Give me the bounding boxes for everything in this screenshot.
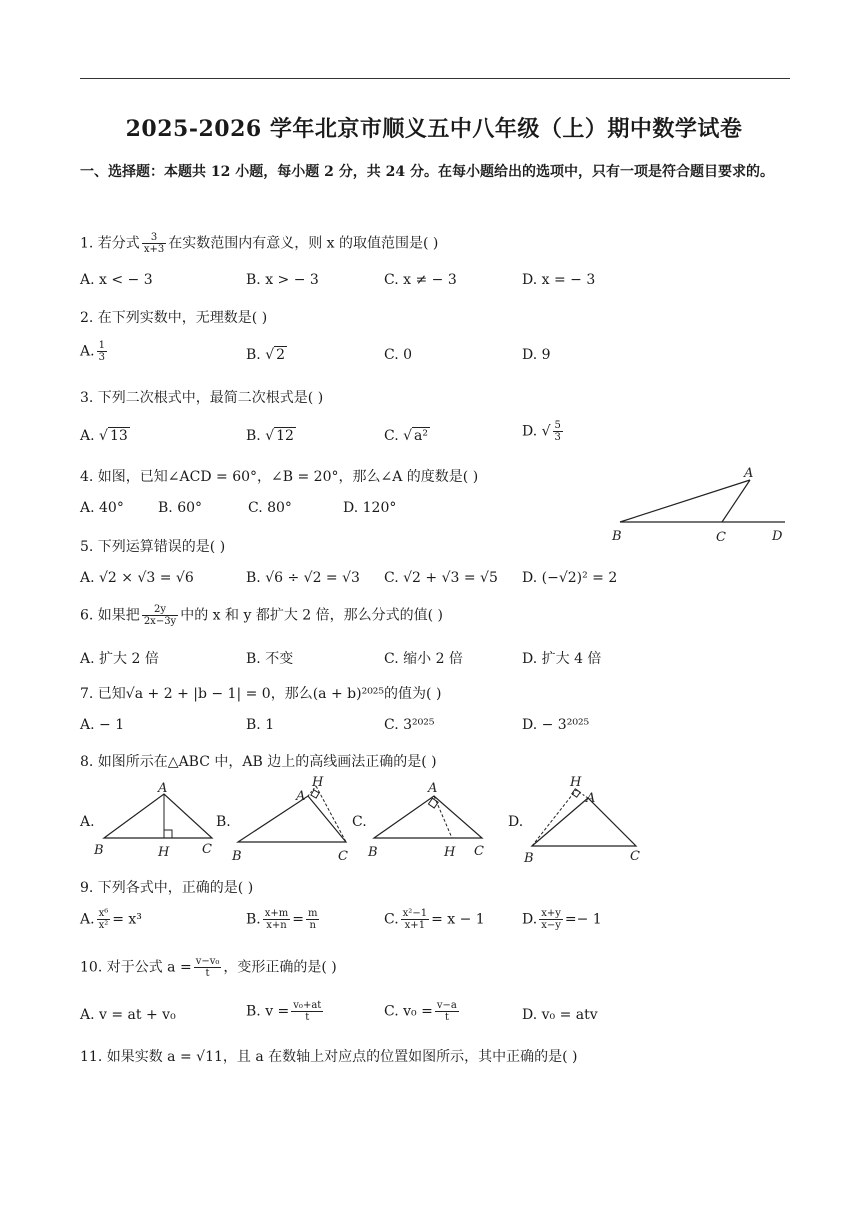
label-c: C — [202, 842, 212, 857]
q9-option-d[interactable] — [522, 908, 602, 931]
q10-option-b[interactable] — [246, 1000, 325, 1023]
q5-option-a[interactable]: A. √2 × √3 = √6 — [80, 570, 194, 586]
option-letter: B. — [246, 911, 261, 928]
fraction-numerator: v−v₀ — [195, 956, 220, 967]
q8-option-c[interactable]: C. — [352, 814, 367, 830]
label-a: A — [158, 781, 168, 796]
label-c: C — [716, 530, 726, 545]
label-b: B — [524, 851, 534, 866]
triangle-abc — [374, 796, 482, 838]
q8-figure-d — [520, 770, 650, 866]
fraction — [263, 908, 291, 931]
label-a: A — [586, 791, 596, 806]
fraction-denominator: t — [444, 1012, 449, 1023]
fraction-numerator: 3 — [142, 232, 166, 244]
q8-option-d[interactable]: D. — [508, 814, 524, 830]
label-h: H — [444, 845, 456, 860]
option-prefix: B. v = — [246, 1003, 290, 1020]
fraction-numerator: v−a — [436, 1000, 457, 1011]
q1-option-c[interactable]: C. x ≠ − 3 — [384, 272, 457, 288]
question-1-stem-end: 在实数范围内有意义，则 x 的取值范围是( ) — [168, 235, 439, 252]
q8-figure-c — [364, 778, 494, 864]
q9-option-b[interactable] — [246, 908, 321, 931]
q4-option-b[interactable]: B. 60° — [158, 500, 203, 516]
fraction-numerator: x+m — [264, 908, 289, 919]
q3-option-b[interactable] — [246, 428, 296, 444]
label-h: H — [570, 775, 582, 790]
fraction — [306, 908, 319, 931]
label-b: B — [94, 843, 104, 858]
line-ba — [620, 480, 750, 522]
label-b: B — [368, 845, 378, 860]
fraction-denominator: x−y — [541, 920, 561, 931]
fraction-denominator: 3 — [98, 352, 105, 363]
fraction-denominator: x+3 — [143, 244, 165, 255]
fraction — [194, 956, 222, 979]
question-10-stem-end: ，变形正确的是( ) — [223, 959, 337, 976]
q4-option-d[interactable]: D. 120° — [343, 500, 397, 516]
fraction — [401, 908, 429, 931]
q6-option-d[interactable]: D. 扩大 4 倍 — [522, 651, 602, 667]
fraction-denominator: x+1 — [404, 920, 426, 931]
label-a: A — [744, 466, 754, 481]
question-6-stem-end: 中的 x 和 y 都扩大 2 倍，那么分式的值( ) — [180, 607, 444, 624]
header-rule — [80, 78, 790, 79]
q2-option-b[interactable] — [246, 347, 287, 363]
q1-option-a[interactable]: A. x < − 3 — [80, 272, 153, 288]
q3-option-a[interactable] — [80, 428, 130, 444]
option-letter: C. — [384, 911, 399, 928]
fraction-numerator: 1 — [98, 340, 105, 351]
option-letter: A. — [80, 343, 95, 360]
option-prefix: D. √ — [522, 423, 551, 440]
fraction — [553, 420, 563, 443]
option-rest: = x³ — [112, 911, 142, 928]
q7-option-a[interactable]: A. − 1 — [80, 717, 125, 733]
question-2: 2. 在下列实数中，无理数是( ) — [80, 310, 268, 326]
radicand: a² — [414, 428, 429, 444]
right-angle-mark — [311, 790, 319, 798]
fraction-numerator: 2y — [142, 604, 178, 616]
q5-option-d[interactable]: D. (−√2)² = 2 — [522, 570, 618, 586]
fraction — [142, 232, 166, 255]
q10-option-a[interactable]: A. v = at + v₀ — [80, 1007, 176, 1023]
section-heading: 一、选择题：本题共 12 小题，每小题 2 分，共 24 分。在每小题给出的选项中，只有一项是符合题目要求的。 — [80, 164, 774, 180]
triangle-abc — [104, 794, 212, 838]
question-10 — [80, 956, 337, 979]
q7-option-d[interactable]: D. − 3²⁰²⁵ — [522, 717, 590, 733]
q8-figure-a — [92, 780, 222, 860]
option-prefix: C. v₀ = — [384, 1003, 433, 1020]
q9-option-c[interactable] — [384, 908, 485, 931]
label-a: A — [428, 781, 438, 796]
option-prefix: C. √ — [384, 428, 413, 444]
fraction-numerator: x+y — [541, 908, 561, 919]
q7-option-b[interactable]: B. 1 — [246, 717, 275, 733]
fraction-numerator: 5 — [554, 420, 561, 431]
q10-option-c[interactable] — [384, 1000, 461, 1023]
option-letter: A. — [80, 911, 95, 928]
radicand: 2 — [276, 347, 286, 363]
option-prefix: B. √ — [246, 428, 275, 444]
fraction — [142, 604, 178, 627]
q10-option-d[interactable]: D. v₀ = atv — [522, 1007, 598, 1023]
q9-option-a[interactable] — [80, 908, 142, 931]
q8-figure-b — [228, 774, 353, 864]
line-ac — [722, 480, 750, 522]
label-c: C — [338, 849, 348, 864]
fraction-numerator: x⁶ — [98, 908, 109, 919]
question-1-stem-start: 1. 若分式 — [80, 235, 140, 252]
label-b: B — [612, 529, 622, 544]
fraction — [539, 908, 563, 931]
fraction-denominator: t — [205, 968, 210, 979]
triangle-abc — [238, 796, 346, 842]
page-title: 2025-2026 学年北京市顺义五中八年级（上）期中数学试卷 — [125, 116, 743, 142]
fraction-denominator: x+n — [266, 920, 287, 931]
altitude-line — [434, 796, 452, 838]
option-rest: =− 1 — [564, 911, 602, 928]
fraction-numerator: m — [308, 908, 318, 919]
fraction — [97, 908, 111, 931]
fraction-denominator: n — [309, 920, 316, 931]
q2-option-a[interactable] — [80, 340, 109, 363]
q3-option-c[interactable] — [384, 428, 430, 444]
q1-option-b[interactable]: B. x > − 3 — [246, 272, 319, 288]
q3-option-d[interactable] — [522, 420, 565, 443]
label-a: A — [296, 789, 306, 804]
q4-option-c[interactable]: C. 80° — [248, 500, 292, 516]
q5-option-c[interactable]: C. √2 + √3 = √5 — [384, 570, 498, 586]
fraction-denominator: x² — [98, 920, 109, 931]
option-prefix: A. √ — [80, 428, 108, 444]
q4-option-a[interactable]: A. 40° — [80, 500, 124, 516]
question-10-stem-start: 10. 对于公式 a = — [80, 959, 192, 976]
question-11: 11. 如果实数 a = √11，且 a 在数轴上对应点的位置如图所示，其中正确的是( ) — [80, 1049, 578, 1065]
fraction — [97, 340, 107, 363]
fraction-denominator: 3 — [554, 432, 561, 443]
fraction — [435, 1000, 459, 1023]
question-8: 8. 如图所示在△ABC 中，AB 边上的高线画法正确的是( ) — [80, 754, 437, 770]
question-7: 7. 已知√a + 2 + |b − 1| = 0，那么(a + b)²⁰²⁵的值为( ) — [80, 686, 442, 702]
label-c: C — [474, 844, 484, 859]
radicand: 12 — [276, 428, 294, 444]
fraction-denominator: t — [305, 1012, 310, 1023]
equals-sign: = — [292, 911, 304, 928]
option-prefix: B. √ — [246, 347, 275, 363]
question-4: 4. 如图，已知∠ACD = 60°，∠B = 20°，那么∠A 的度数是( ) — [80, 469, 479, 485]
altitude-line — [316, 786, 346, 842]
question-5: 5. 下列运算错误的是( ) — [80, 539, 226, 555]
q6-option-c[interactable]: C. 缩小 2 倍 — [384, 651, 463, 667]
q4-triangle-figure — [600, 460, 800, 550]
label-c: C — [630, 849, 640, 864]
q5-option-b[interactable]: B. √6 ÷ √2 = √3 — [246, 570, 360, 586]
q6-option-b[interactable]: B. 不变 — [246, 651, 294, 667]
q2-option-c[interactable]: C. 0 — [384, 347, 413, 363]
question-6 — [80, 604, 443, 627]
option-letter: D. — [522, 911, 538, 928]
fraction-numerator: v₀+at — [293, 1000, 322, 1011]
question-1 — [80, 232, 438, 255]
radicand: 13 — [109, 428, 128, 444]
altitude-line — [532, 790, 576, 846]
question-3: 3. 下列二次根式中，最简二次根式是( ) — [80, 390, 324, 406]
label-h: H — [312, 775, 324, 790]
option-rest: = x − 1 — [431, 911, 485, 928]
q1-option-d[interactable]: D. x = − 3 — [522, 272, 596, 288]
q2-option-d[interactable]: D. 9 — [522, 347, 551, 363]
fraction-denominator: 2x−3y — [143, 616, 177, 627]
triangle-abc — [532, 798, 636, 846]
q8-option-b[interactable]: B. — [216, 814, 231, 830]
right-angle-mark — [164, 830, 172, 838]
question-9: 9. 下列各式中，正确的是( ) — [80, 880, 254, 896]
label-d: D — [772, 529, 783, 544]
question-6-stem-start: 6. 如果把 — [80, 607, 140, 624]
q8-option-a[interactable]: A. — [80, 814, 95, 830]
q6-option-a[interactable]: A. 扩大 2 倍 — [80, 651, 159, 667]
fraction-numerator: x²−1 — [402, 908, 428, 919]
q7-option-c[interactable]: C. 3²⁰²⁵ — [384, 717, 435, 733]
label-b: B — [232, 849, 242, 864]
label-h: H — [158, 845, 170, 860]
fraction — [291, 1000, 323, 1023]
